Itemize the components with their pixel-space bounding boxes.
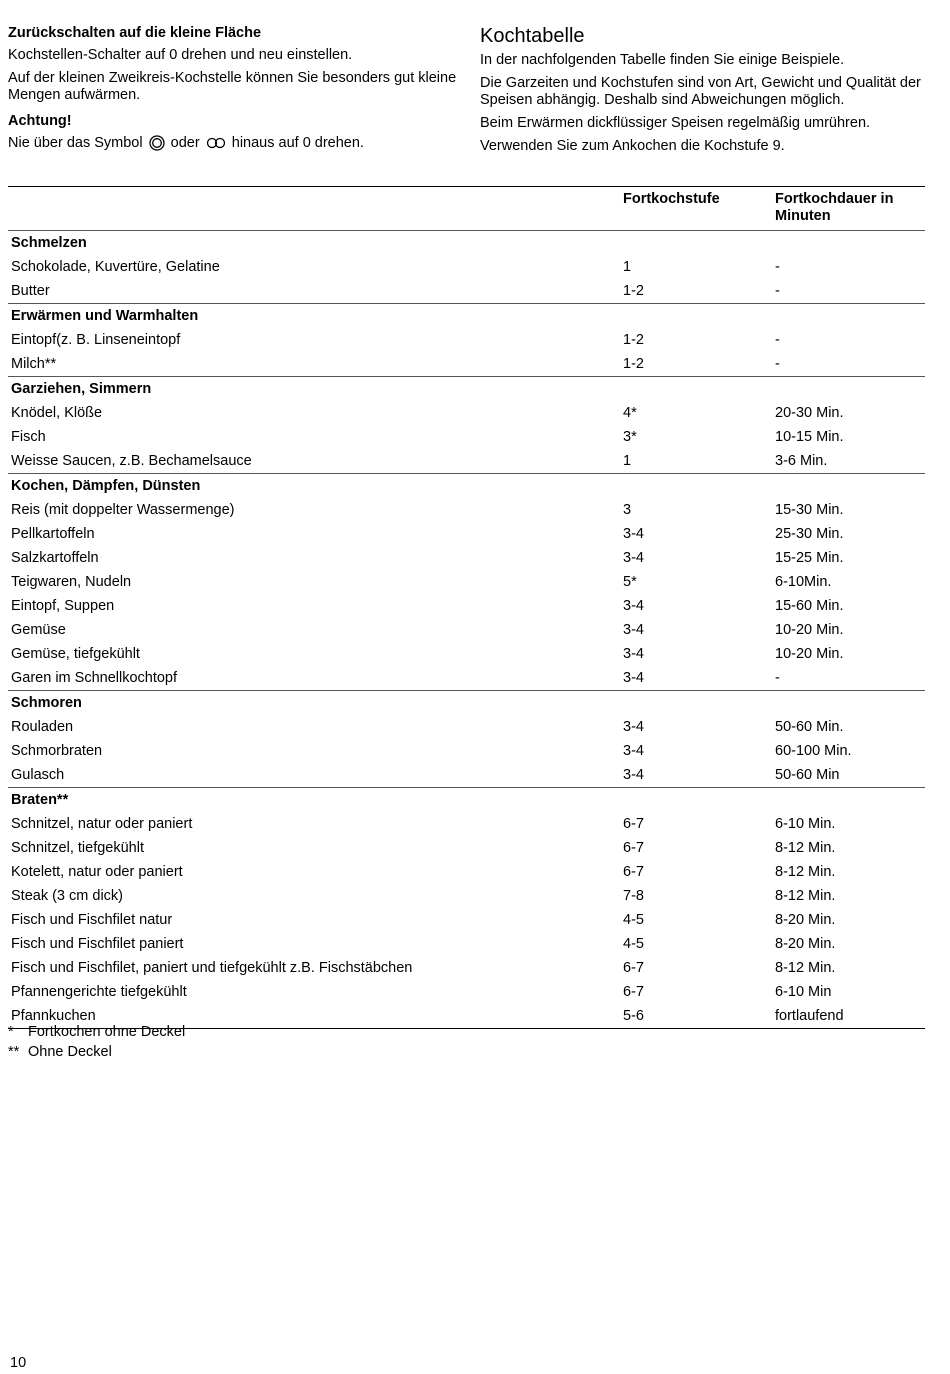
double-ring-icon: [149, 135, 165, 151]
dish-cell: Milch**: [11, 356, 57, 372]
table-row: [8, 352, 925, 377]
level-cell: 5-6: [620, 1004, 772, 1029]
warning-text-part: Nie über das Symbol: [8, 135, 143, 151]
table-row: [8, 956, 925, 980]
level-cell: 5*: [623, 574, 637, 590]
table-row: [8, 279, 925, 304]
duration-cell: 8-12 Min.: [775, 960, 836, 976]
duration-cell: 8-12 Min.: [775, 840, 836, 856]
duration-cell: 60-100 Min.: [775, 743, 852, 759]
dish-cell: Pellkartoffeln: [11, 526, 95, 542]
table-row: [8, 642, 925, 666]
group-heading: Braten**: [8, 788, 925, 813]
warning-text-part: hinaus auf 0 drehen.: [231, 135, 364, 151]
level-cell: 3-4: [623, 719, 644, 735]
footnote-text: Ohne Deckel: [28, 1044, 112, 1060]
table-row: [8, 666, 925, 691]
duration-cell: -: [775, 332, 780, 348]
dish-cell: Gemüse: [11, 622, 66, 638]
warning-text: [8, 135, 458, 152]
duration-cell: -: [775, 670, 780, 686]
table-row: [8, 594, 925, 618]
footnote: [8, 1022, 185, 1042]
table-row: [8, 739, 925, 763]
table-row: [8, 255, 925, 279]
dish-cell: Pfannengerichte tiefgekühlt: [11, 984, 187, 1000]
table-row: [8, 763, 925, 788]
level-cell: 3-4: [623, 550, 644, 566]
duration-cell: 25-30 Min.: [775, 526, 844, 542]
column-header-duration: Fortkochdauer in Minuten: [772, 187, 925, 231]
dish-cell: Garen im Schnellkochtopf: [11, 670, 178, 686]
table-row: [8, 328, 925, 352]
dish-cell: Reis (mit doppelter Wassermenge): [11, 502, 235, 518]
level-cell: 3-4: [623, 767, 644, 783]
level-cell: 3-4: [623, 598, 644, 614]
duration-cell: 8-20 Min.: [775, 936, 836, 952]
duration-cell: 6-10Min.: [775, 574, 832, 590]
table-row: [8, 884, 925, 908]
duration-cell: 20-30 Min.: [775, 405, 844, 421]
dish-cell: Fisch und Fischfilet paniert: [11, 936, 184, 952]
table-row: [8, 498, 925, 522]
dish-cell: Weisse Saucen, z.B. Bechamelsauce: [11, 453, 252, 469]
column-header-level: Fortkochstufe: [620, 187, 772, 231]
level-cell: 6-7: [623, 816, 644, 832]
dish-cell: Gulasch: [11, 767, 65, 783]
level-cell: 3-4: [623, 743, 644, 759]
level-cell: 6-7: [623, 864, 644, 880]
table-group-row: [8, 377, 925, 402]
table-row: [8, 546, 925, 570]
duration-cell: 10-15 Min.: [775, 429, 844, 445]
page-number: 10: [10, 1355, 27, 1371]
dish-cell: Fisch und Fischfilet natur: [11, 912, 173, 928]
section-heading: Zurückschalten auf die kleine Fläche: [8, 25, 262, 41]
group-heading: Garziehen, Simmern: [8, 377, 925, 402]
table-row: [8, 980, 925, 1004]
dish-cell: Rouladen: [11, 719, 74, 735]
dish-cell: Pfannkuchen: [8, 1004, 620, 1029]
dish-cell: Schnitzel, natur oder paniert: [11, 816, 193, 832]
level-cell: 1-2: [623, 283, 644, 299]
level-cell: 1-2: [623, 332, 644, 348]
table-row: [8, 715, 925, 739]
footnote: [8, 1042, 185, 1062]
duration-cell: 15-60 Min.: [775, 598, 844, 614]
level-cell: 3-4: [623, 622, 644, 638]
table-row: [8, 908, 925, 932]
level-cell: 6-7: [623, 960, 644, 976]
paragraph: Auf der kleinen Zweikreis-Kochstelle können Sie besonders gut kleine Mengen aufwärmen.: [8, 70, 457, 103]
table-row: [8, 812, 925, 836]
dish-cell: Schmorbraten: [11, 743, 103, 759]
level-cell: 1: [623, 259, 632, 275]
dish-cell: Gemüse, tiefgekühlt: [11, 646, 140, 662]
level-cell: 6-7: [623, 984, 644, 1000]
dish-cell: Teigwaren, Nudeln: [11, 574, 132, 590]
footnote-text: Fortkochen ohne Deckel: [28, 1024, 186, 1040]
footnote-mark: **: [8, 1044, 20, 1060]
paragraph: Beim Erwärmen dickflüssiger Speisen regelmäßig umrühren.: [480, 115, 871, 131]
page-title: Kochtabelle: [480, 25, 585, 47]
dish-cell: Salzkartoffeln: [11, 550, 99, 566]
table-row: [8, 522, 925, 546]
duration-cell: 6-10 Min: [775, 984, 832, 1000]
table-group-row: [8, 691, 925, 716]
table-group-row: [8, 788, 925, 813]
duration-cell: 10-20 Min.: [775, 646, 844, 662]
group-heading: Schmoren: [8, 691, 925, 716]
duration-cell: 10-20 Min.: [775, 622, 844, 638]
duration-cell: -: [775, 259, 780, 275]
warning-text-part: oder: [170, 135, 200, 151]
table-row: [8, 401, 925, 425]
right-column: [480, 24, 925, 161]
level-cell: 3-4: [623, 670, 644, 686]
duration-cell: 50-60 Min.: [775, 719, 844, 735]
footnotes: [8, 1022, 185, 1062]
table-row: [8, 570, 925, 594]
dish-cell: Kotelett, natur oder paniert: [11, 864, 183, 880]
dish-cell: Eintopf, Suppen: [11, 598, 115, 614]
duration-cell: 8-12 Min.: [775, 864, 836, 880]
table-row: [8, 449, 925, 474]
paragraph: In der nachfolgenden Tabelle finden Sie einige Beispiele.: [480, 52, 845, 68]
dish-cell: Butter: [11, 283, 50, 299]
warning-heading: Achtung!: [8, 113, 72, 129]
dish-cell: Schnitzel, tiefgekühlt: [11, 840, 144, 856]
duration-cell: 3-6 Min.: [775, 453, 828, 469]
dish-cell: Fisch: [11, 429, 46, 445]
column-header-dish: [8, 187, 620, 231]
cooking-table: [8, 186, 925, 1029]
duration-cell: -: [775, 283, 780, 299]
level-cell: 3*: [623, 429, 637, 445]
duration-cell: fortlaufend: [772, 1004, 925, 1029]
level-cell: 1: [623, 453, 632, 469]
paragraph: Kochstellen-Schalter auf 0 drehen und neu einstellen.: [8, 47, 353, 63]
duration-cell: 8-12 Min.: [775, 888, 836, 904]
duration-cell: -: [775, 356, 780, 372]
table-row: [8, 932, 925, 956]
level-cell: 4*: [623, 405, 637, 421]
duration-cell: 8-20 Min.: [775, 912, 836, 928]
duration-cell: 6-10 Min.: [775, 816, 836, 832]
group-heading: Kochen, Dämpfen, Dünsten: [8, 474, 925, 499]
table-row: [8, 618, 925, 642]
table-row: [8, 860, 925, 884]
level-cell: 3: [623, 502, 632, 518]
duration-cell: 15-30 Min.: [775, 502, 844, 518]
table-row: [8, 425, 925, 449]
level-cell: 4-5: [623, 912, 644, 928]
dish-cell: Eintopf(z. B. Linseneintopf: [11, 332, 181, 348]
table-group-row: [8, 304, 925, 329]
group-heading: Erwärmen und Warmhalten: [8, 304, 925, 329]
level-cell: 3-4: [623, 526, 644, 542]
table-header-row: [8, 187, 925, 231]
duration-cell: 50-60 Min: [775, 767, 840, 783]
paragraph: Verwenden Sie zum Ankochen die Kochstufe 9.: [480, 138, 785, 154]
left-column: [8, 24, 458, 158]
level-cell: 7-8: [623, 888, 644, 904]
dish-cell: Knödel, Klöße: [11, 405, 103, 421]
level-cell: 3-4: [623, 646, 644, 662]
dish-cell: Steak (3 cm dick): [11, 888, 123, 904]
level-cell: 4-5: [623, 936, 644, 952]
table-body: [8, 231, 925, 1029]
dish-cell: Schokolade, Kuvertüre, Gelatine: [11, 259, 220, 275]
footnote-mark: *: [8, 1024, 14, 1040]
duration-cell: 15-25 Min.: [775, 550, 844, 566]
dish-cell: Fisch und Fischfilet, paniert und tiefgekühlt z.B. Fischstäbchen: [11, 960, 413, 976]
table-row: [8, 836, 925, 860]
paragraph: Die Garzeiten und Kochstufen sind von Art, Gewicht und Qualität der Speisen abhängig. Deshalb sind Abweichungen möglich.: [480, 75, 921, 108]
level-cell: 1-2: [623, 356, 644, 372]
table-group-row: [8, 474, 925, 499]
group-heading: Schmelzen: [11, 235, 87, 251]
level-cell: 6-7: [623, 840, 644, 856]
table-group-row: [8, 231, 925, 256]
dual-circuit-icon: [206, 137, 226, 149]
